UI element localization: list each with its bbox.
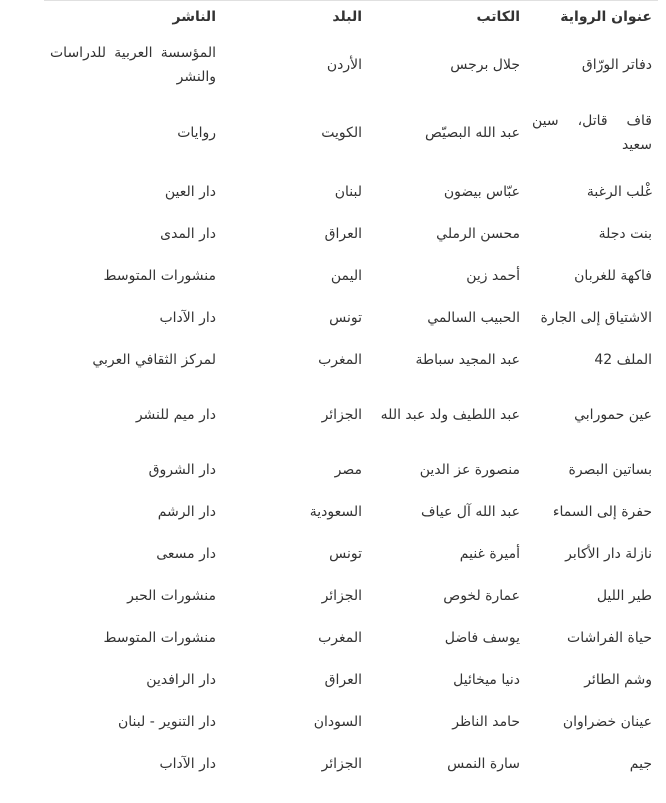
- cell-publisher: روايات: [177, 124, 216, 141]
- cell-publisher: دار ميم للنشر: [135, 406, 216, 423]
- header-row: [44, 1, 658, 36]
- header-author: الكاتب: [476, 9, 520, 25]
- table-row: [44, 533, 658, 575]
- cell-title: عينان خضراوان: [562, 713, 652, 730]
- cell-publisher: دار الآداب: [159, 755, 216, 772]
- cell-publisher: دار الآداب: [159, 309, 216, 326]
- cell-title: بساتين البصرة: [568, 461, 652, 478]
- cell-publisher: دار الرشم: [157, 503, 216, 520]
- table-row: [44, 255, 658, 297]
- table-row: [44, 297, 658, 339]
- header-title: عنوان الرواية: [560, 9, 652, 25]
- cell-author: سارة النمس: [447, 755, 520, 772]
- cell-country: المغرب: [318, 351, 362, 368]
- table-header: [44, 1, 658, 36]
- cell-title: فاكهة للغربان: [574, 267, 652, 284]
- table-row: [44, 381, 658, 449]
- cell-publisher: دار الرافدين: [146, 671, 216, 688]
- cell-title: جيم: [629, 755, 652, 772]
- cell-country: اليمن: [330, 267, 362, 284]
- cell-country: العراق: [324, 671, 362, 688]
- cell-country: السودان: [313, 713, 362, 730]
- cell-title: قاف قاتل، سين سعيد: [532, 112, 652, 153]
- cell-author: أميرة غنيم: [459, 545, 520, 562]
- cell-author: الحبيب السالمي: [427, 309, 520, 326]
- table-row: [44, 449, 658, 491]
- table-row: [44, 339, 658, 381]
- cell-author: عبد الله البصيّص: [424, 124, 520, 141]
- table-row: [44, 171, 658, 213]
- cell-title: عين حمورابي: [574, 406, 652, 423]
- cell-title: بنت دجلة: [598, 225, 652, 242]
- cell-author: أحمد زين: [466, 267, 520, 284]
- cell-publisher: دار مسعى: [156, 545, 216, 562]
- cell-country: تونس: [329, 545, 362, 562]
- cell-country: السعودية: [309, 503, 362, 520]
- novels-table-container: [44, 0, 658, 785]
- cell-publisher: لمركز الثقافي العربي: [92, 351, 216, 368]
- cell-title: وشم الطائر: [584, 671, 652, 688]
- cell-title: حفرة إلى السماء: [552, 503, 652, 520]
- table-row: [44, 701, 658, 743]
- table-row: [44, 491, 658, 533]
- cell-title: دفاتر الورّاق: [581, 56, 652, 73]
- cell-title: طير الليل: [596, 587, 652, 604]
- table-row: [44, 35, 658, 95]
- cell-author: عبد المجيد سباطة: [415, 351, 520, 368]
- cell-publisher: منشورات المتوسط: [103, 629, 216, 646]
- cell-publisher: منشورات المتوسط: [103, 267, 216, 284]
- cell-publisher: منشورات الحبر: [127, 587, 216, 604]
- cell-country: العراق: [324, 225, 362, 242]
- cell-publisher: دار المدى: [160, 225, 216, 242]
- table-row: [44, 575, 658, 617]
- cell-title: الملف 42: [594, 351, 652, 368]
- cell-author: عبد اللطيف ولد عبد الله: [380, 406, 520, 423]
- cell-country: لبنان: [334, 183, 362, 200]
- table-body: [44, 35, 658, 785]
- cell-country: الأردن: [326, 56, 362, 73]
- cell-publisher: دار الشروق: [148, 461, 216, 478]
- cell-author: محسن الرملي: [436, 225, 520, 242]
- cell-country: الكويت: [321, 124, 362, 141]
- table-row: [44, 743, 658, 785]
- cell-author: عبد الله آل عياف: [421, 503, 520, 520]
- cell-publisher: المؤسسة العربية للدراسات والنشر: [50, 44, 216, 85]
- cell-author: حامد الناظر: [452, 713, 520, 730]
- cell-country: مصر: [334, 461, 362, 478]
- cell-country: الجزائر: [321, 406, 362, 423]
- cell-title: غْلب الرغبة: [586, 183, 652, 200]
- cell-author: عمارة لخوص: [443, 587, 520, 604]
- cell-country: المغرب: [318, 629, 362, 646]
- table-row: [44, 617, 658, 659]
- cell-author: دنيا ميخائيل: [453, 671, 520, 688]
- table-row: [44, 95, 658, 171]
- novels-table: [44, 0, 658, 785]
- cell-title: الاشتياق إلى الجارة: [540, 309, 652, 326]
- cell-author: يوسف فاضل: [444, 629, 520, 646]
- table-row: [44, 659, 658, 701]
- cell-publisher: دار التنوير - لبنان: [117, 713, 216, 730]
- cell-country: الجزائر: [321, 587, 362, 604]
- cell-publisher: دار العين: [164, 183, 216, 200]
- cell-country: الجزائر: [321, 755, 362, 772]
- header-country: البلد: [332, 9, 362, 25]
- cell-author: جلال برجس: [450, 56, 520, 73]
- header-publisher: الناشر: [172, 9, 216, 25]
- cell-title: نازلة دار الأكابر: [565, 545, 652, 562]
- cell-author: عبّاس بيضون: [443, 183, 520, 200]
- table-row: [44, 213, 658, 255]
- cell-title: حياة الفراشات: [567, 629, 652, 646]
- cell-country: تونس: [329, 309, 362, 326]
- cell-author: منصورة عز الدين: [419, 461, 520, 478]
